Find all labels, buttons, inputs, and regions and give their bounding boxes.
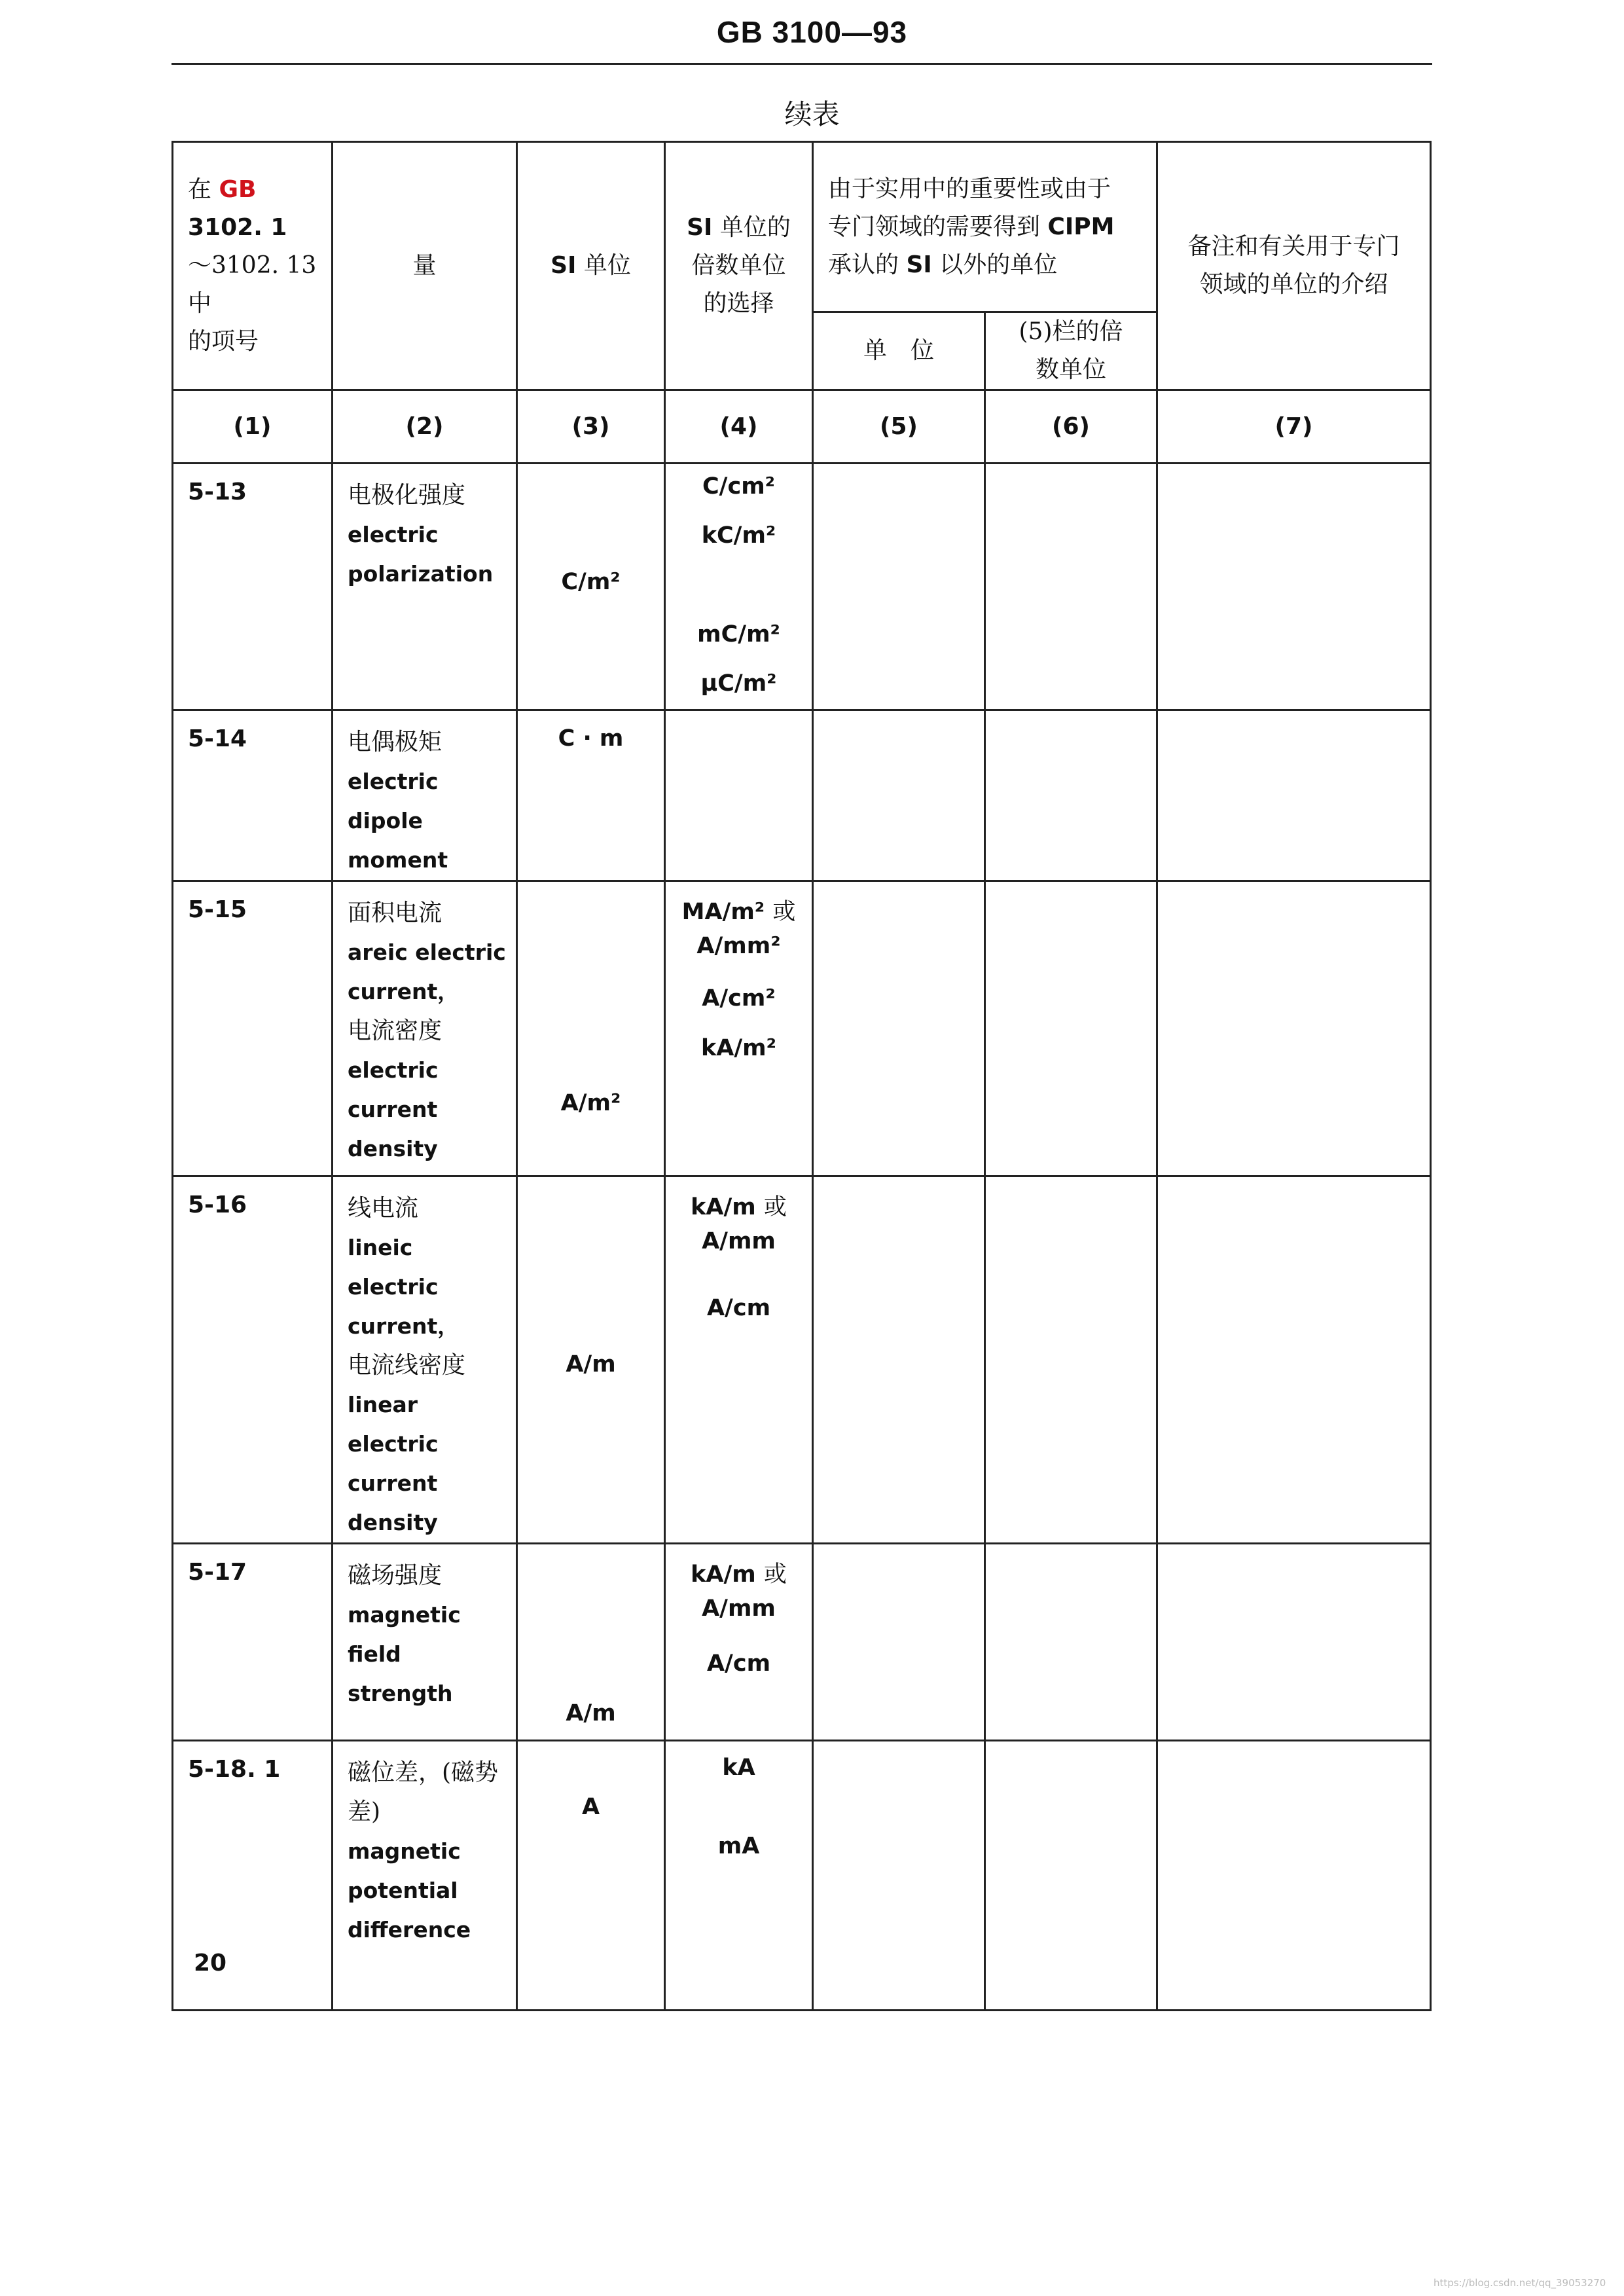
header-si-unit <box>517 142 665 390</box>
si-unit-cell <box>517 1176 665 1544</box>
si-unit: C · m <box>558 725 624 752</box>
header-text: (5)栏的倍 <box>1019 318 1123 345</box>
multiple-unit: μC/m² <box>700 670 777 697</box>
header-text: 数单位 <box>1036 356 1107 383</box>
si-unit: A/m² <box>560 1090 621 1116</box>
item-number: 5-17 <box>173 1544 333 1741</box>
multiple-unit: kA <box>722 1755 755 1781</box>
empty-cell <box>985 464 1157 710</box>
quantity-en: strength <box>348 1681 453 1706</box>
multiple-unit: mA <box>717 1833 760 1859</box>
quantity-en: areic electric <box>348 939 506 965</box>
multiple-unit-line <box>666 894 812 926</box>
quantity-zh: 电偶极矩 <box>348 729 442 756</box>
empty-cell <box>1157 1544 1431 1741</box>
si-unit-cell <box>517 1741 665 2011</box>
header-row-top <box>173 142 1431 312</box>
empty-cell <box>813 881 985 1176</box>
header-text: 以外的单位 <box>931 251 1058 278</box>
header-text: 承认的 <box>828 251 907 278</box>
header-multiples-of-col5 <box>985 312 1157 390</box>
empty-cell <box>813 464 985 710</box>
quantity-zh: 电流线密度 <box>348 1352 466 1379</box>
header-text: 单位 <box>576 252 631 279</box>
multiples-cell <box>665 1176 813 1544</box>
header-multiples <box>665 142 813 390</box>
quantity-cell <box>333 881 517 1176</box>
quantity-cell <box>333 1741 517 2011</box>
multiples-cell <box>665 464 813 710</box>
table-row <box>173 1176 1431 1544</box>
quantity-en: current density <box>348 1470 438 1535</box>
quantity-zh: 线电流 <box>348 1195 419 1222</box>
or-text: 或 <box>763 1194 787 1220</box>
si-unit-cell <box>517 881 665 1176</box>
table-row <box>173 464 1431 710</box>
header-quantity: 量 <box>333 142 517 390</box>
gb-link-text: GB <box>219 176 257 203</box>
item-number: 5-16 <box>173 1176 333 1544</box>
multiple-unit: A/mm² <box>696 933 781 959</box>
quantity-zh: 磁位差，(磁势 <box>348 1759 499 1786</box>
header-remarks <box>1157 142 1431 390</box>
empty-cell <box>813 1176 985 1544</box>
multiple-unit: kA/m <box>691 1561 756 1588</box>
table-row <box>173 1741 1431 2011</box>
item-number: 5-13 <box>173 464 333 710</box>
quantity-en: lineic electric <box>348 1235 439 1300</box>
column-number: (3) <box>517 390 665 464</box>
quantity-en: moment <box>348 847 448 873</box>
quantity-en: electric dipole <box>348 769 439 833</box>
header-text: 的项号 <box>188 328 259 355</box>
si-unit-cell <box>517 464 665 710</box>
or-text: 或 <box>772 899 796 925</box>
header-text: SI <box>687 214 713 241</box>
units-table <box>171 141 1432 2011</box>
quantity-en: current， <box>348 1313 460 1339</box>
header-text: 单位的 <box>712 214 791 241</box>
si-unit-cell <box>517 1544 665 1741</box>
quantity-cell <box>333 464 517 710</box>
quantity-en: electric <box>348 522 439 547</box>
header-text: 领域的单位的介绍 <box>1199 271 1388 298</box>
multiples-cell <box>665 710 813 881</box>
header-unit: 单 位 <box>813 312 985 390</box>
multiple-unit: A/mm <box>702 1595 776 1622</box>
item-number: 5-15 <box>173 881 333 1176</box>
si-unit: C/m² <box>561 569 621 595</box>
header-text: ～3102. 13 中 <box>188 252 317 317</box>
column-number: (7) <box>1157 390 1431 464</box>
quantity-en: potential <box>348 1878 458 1903</box>
empty-cell <box>1157 1741 1431 2011</box>
quantity-en: magnetic <box>348 1838 461 1864</box>
header-text: SI <box>550 252 577 279</box>
multiple-unit: mC/m² <box>697 621 780 647</box>
si-unit: A/m <box>566 1700 616 1726</box>
header-text: 3102. 1 <box>188 214 287 241</box>
quantity-en: magnetic field <box>348 1602 461 1667</box>
header-text: 由于实用中的重要性或由于 <box>828 175 1111 202</box>
multiple-unit: kA/m² <box>701 1035 776 1061</box>
quantity-zh: 电流密度 <box>348 1017 442 1044</box>
header-non-si-units <box>813 142 1157 312</box>
header-text: 备注和有关用于专门 <box>1187 233 1400 260</box>
empty-cell <box>813 710 985 881</box>
quantity-cell <box>333 710 517 881</box>
empty-cell <box>813 1741 985 2011</box>
multiple-unit: A/cm <box>706 1295 771 1321</box>
quantity-en: current， <box>348 979 460 1004</box>
empty-cell <box>1157 1176 1431 1544</box>
quantity-zh: 差) <box>348 1798 381 1825</box>
header-text: SI <box>906 251 932 278</box>
si-unit: A <box>581 1794 600 1820</box>
table-caption: 续表 <box>784 98 840 130</box>
header-item-number <box>173 142 333 390</box>
header-text: 在 <box>188 176 219 203</box>
multiples-cell <box>665 1741 813 2011</box>
empty-cell <box>985 1741 1157 2011</box>
quantity-cell <box>333 1544 517 1741</box>
quantity-zh: 电极化强度 <box>348 482 466 509</box>
multiples-cell <box>665 1544 813 1741</box>
column-number-row <box>173 390 1431 464</box>
empty-cell <box>813 1544 985 1741</box>
empty-cell <box>985 710 1157 881</box>
quantity-en: linear electric <box>348 1392 439 1457</box>
empty-cell <box>985 881 1157 1176</box>
header-text: 倍数单位 <box>691 252 786 279</box>
item-number: 5-14 <box>173 710 333 881</box>
column-number: (4) <box>665 390 813 464</box>
header-text: 专门领域的需要得到 <box>828 213 1048 240</box>
empty-cell <box>1157 710 1431 881</box>
column-number: (5) <box>813 390 985 464</box>
quantity-en: polarization <box>348 561 494 587</box>
quantity-cell <box>333 1176 517 1544</box>
quantity-en: difference <box>348 1917 471 1942</box>
empty-cell <box>985 1176 1157 1544</box>
column-number: (6) <box>985 390 1157 464</box>
multiple-unit: A/mm <box>702 1228 776 1254</box>
si-unit-cell <box>517 710 665 881</box>
column-number: (1) <box>173 390 333 464</box>
or-text: 或 <box>763 1561 787 1588</box>
quantity-zh: 磁场强度 <box>348 1562 442 1589</box>
table-row <box>173 881 1431 1176</box>
column-number: (2) <box>333 390 517 464</box>
table-row <box>173 1544 1431 1741</box>
multiple-unit-line <box>666 1556 812 1589</box>
header-text: CIPM <box>1047 213 1115 240</box>
header-rule <box>171 63 1432 65</box>
multiple-unit-line <box>666 1189 812 1222</box>
header-text: 的选择 <box>703 290 774 317</box>
multiple-unit: A/cm² <box>702 985 776 1011</box>
multiple-unit: A/cm <box>706 1650 771 1677</box>
empty-cell <box>985 1544 1157 1741</box>
si-unit: A/m <box>566 1351 616 1377</box>
multiple-unit: C/cm² <box>702 473 775 500</box>
page-number: 20 <box>194 1950 227 1977</box>
multiple-unit: MA/m² <box>681 899 765 925</box>
multiple-unit: kC/m² <box>701 522 776 549</box>
quantity-en: density <box>348 1136 438 1161</box>
multiple-unit: kA/m <box>691 1194 756 1220</box>
empty-cell <box>1157 464 1431 710</box>
item-number: 5-18. 1 <box>173 1741 333 2011</box>
empty-cell <box>1157 881 1431 1176</box>
table-row <box>173 710 1431 881</box>
multiples-cell <box>665 881 813 1176</box>
quantity-zh: 面积电流 <box>348 900 442 926</box>
quantity-en: electric current <box>348 1057 439 1122</box>
watermark: https://blog.csdn.net/qq_39053270 <box>1434 2277 1606 2289</box>
page-header: GB 3100—93 <box>716 15 908 49</box>
